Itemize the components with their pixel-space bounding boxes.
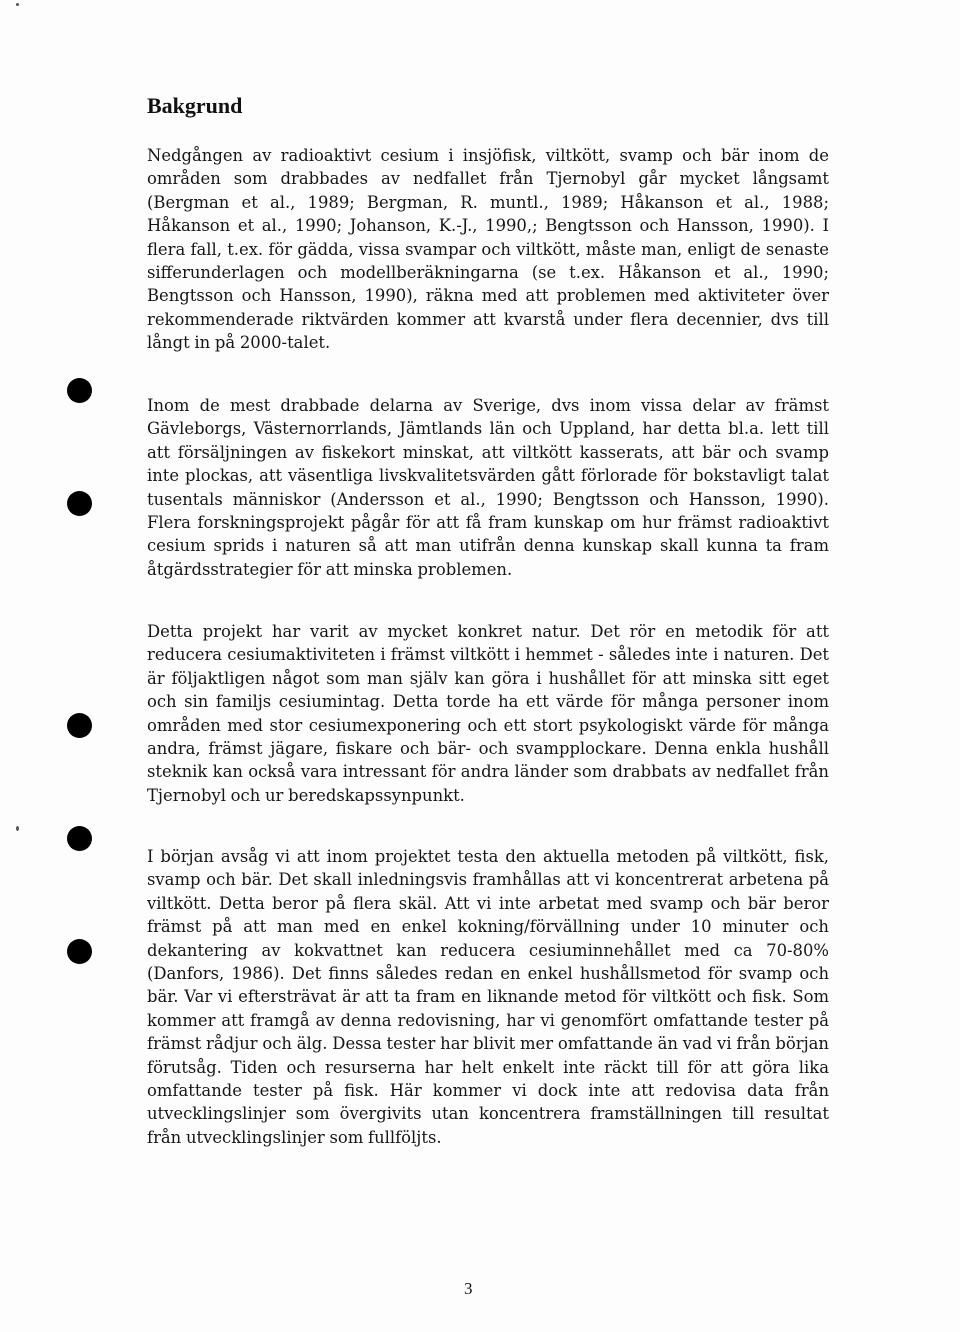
page-number: 3 xyxy=(464,1279,473,1298)
punch-hole-marker xyxy=(67,826,92,851)
punch-hole-marker xyxy=(67,378,92,403)
paragraph-2: Inom de mest drabbade delarna av Sverige, dvs inom vissa delar av främst Gävleborgs, Västernorrlands, Jämtlands län och Uppland, har detta bl.a. lett till att försäljningen av fiskekort minskat, att viltkött kasserats, att bär och svamp inte plockas, att väsentliga livskvalitetsvärden gått förlorade för bokstavligt talat tusentals människor (Andersson et al., 1990; Bengtsson och Hansson, 1990). Flera forskningsprojekt pågår för att få fram kunskap om hur främst radioaktivt cesium sprids i naturen så att man utifrån denna kunskap skall kunna ta fram åtgärdsstrategier för att minska problemen. xyxy=(147,396,829,579)
paragraph-4: I början avsåg vi att inom projektet testa den aktuella metoden på viltkött, fisk, svamp och bär. Det skall inledningsvis framhållas att vi koncentrerat arbetena på viltkött. Detta beror på flera skäl. Att vi inte arbetat med svamp och bär beror främst på att man med en enkel kokning/förvällning under 10 minuter och dekantering av kokvattnet kan reducera cesiuminnehållet med ca 70-80% (Danfors, 1986). Det finns således redan en enkel hushållsmetod för svamp och bär. Var vi eftersträvat är att ta fram en liknande metod för viltkött och fisk. Som kommer att framgå av denna redovisning, har vi genomfört omfattande tester på främst rådjur och älg. Dessa tester har blivit mer omfattande än vad vi från början förutsåg. Tiden och resurserna har helt enkelt inte räckt till för att göra lika omfattande tester på fisk. Här kommer vi dock inte att redovisa data från utvecklingslinjer som övergivits utan koncentrera framställningen till resultat från utvecklingslinjer som fullföljts. xyxy=(147,847,829,1147)
punch-hole-marker xyxy=(67,491,92,516)
paragraph-1: Nedgången av radioaktivt cesium i insjöfisk, viltkött, svamp och bär inom de områden som drabbades av nedfallet från Tjernobyl går mycket långsamt (Bergman et al., 1989; Bergman, R. muntl., 1989; Håkanson et al., 1988; Håkanson et al., 1990; Johanson, K.-J., 1990,; Bengtsson och Hansson, 1990). I flera fall, t.ex. för gädda, vissa svampar och viltkött, måste man, enligt de senaste sifferunderlagen och modellberäkningarna (se t.ex. Håkanson et al., 1990; Bengtsson och Hansson, 1990), räkna med att problemen med aktiviteter över rekommenderade riktvärden kommer att kvarstå under flera decennier, dvs till långt in på 2000-talet. xyxy=(147,146,829,353)
scan-speck xyxy=(16,3,19,6)
section-heading: Bakgrund xyxy=(147,93,243,118)
punch-hole-marker xyxy=(67,713,92,738)
paragraph-3: Detta projekt har varit av mycket konkret natur. Det rör en metodik för att reducera cesiumaktiviteten i främst viltkött i hemmet - således inte i naturen. Det är följaktligen något som man själv kan göra i hushållet för att minska sitt eget och sin familjs cesiumintag. Detta torde ha ett värde för många personer inom områden med stor cesiumexponering och ett stort psykologiskt värde för många andra, främst jägare, fiskare och bär- och svampplockare. Denna enkla hushåll steknik kan också vara intressant för andra länder som drabbats av nedfallet från Tjernobyl och ur beredskapssynpunkt. xyxy=(147,622,829,805)
scan-speck xyxy=(16,826,19,831)
punch-hole-marker xyxy=(67,939,92,964)
